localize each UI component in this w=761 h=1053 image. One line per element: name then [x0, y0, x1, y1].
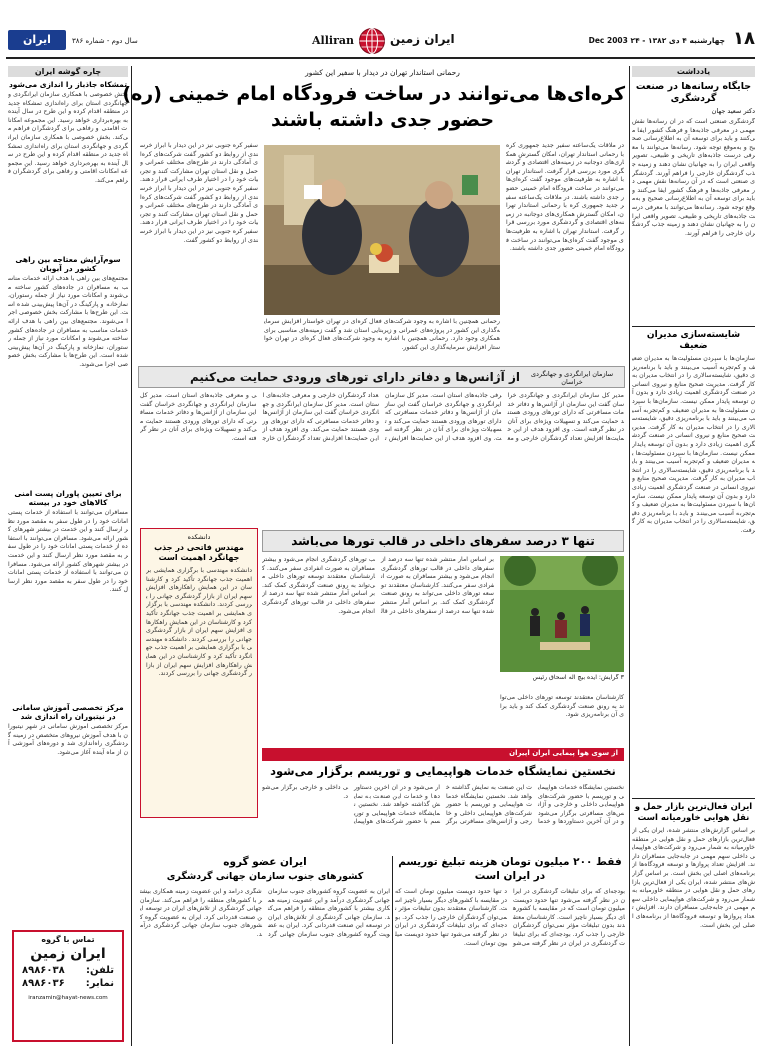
aviation-kicker: از سوی هوا پیمایی ایران اپیران: [262, 748, 624, 761]
lead-body-col1: در ملاقات یک‌ساعته سفیر جدید جمهوری کره با رحمانی استاندار تهران، امکان گسترش همکاری‌های دوجانبه در زمینه‌های اقتصادی و گردشگری مورد بررسی قرار گرفت. استاندار تهران با اشاره به ظرفیت‌های موجود گفت کره‌ای‌ها می‌توانند در ساخت فرودگاه امام خمینی حضور جدی داشته باشند. در ملاقات یک‌ساعته سفیر جدید جمهوری کره با رحمانی استاندار تهران، امکان گسترش همکاری‌های دوجانبه در زمینه‌های اقتصادی و گردشگری مورد بررسی قرار گرفت. استاندار تهران با اشاره به ظرفیت‌های موجود گفت کره‌ای‌ها می‌توانند در ساخت فرودگاه امام خمینی حضور جدی داشته باشند.: [506, 142, 624, 253]
brief-body-4: مرکز تخصصی آموزش سامانی در شهر نیتبوران با هدف آموزش نیروهای متخصص در زمینه گردشگری راه‌اندازی شد و دوره‌های آموزشی آن از ماه آینده آغاز می‌شود.: [8, 723, 128, 756]
aviation-headline: نخستین نمایشگاه خدمات هواپیمایی و توریسم برگزار می‌شود: [270, 764, 616, 778]
brief-title-4: مرکز تخصصی آموزش سامانی در نیتبوران راه اندازی شد: [12, 703, 124, 721]
brief-title-2: سوم‌آرایش معتاجه بین راهی کشور در آبوبان: [15, 255, 121, 273]
domestic-body: بر اساس آمار منتشر شده تنها سه درصد از سفرهای داخلی در قالب تورهای گردشگری انجام می‌شود و بیشتر مسافران به صورت انفرادی سفر می‌کنند. کارشناسان معتقدند توسعه تورهای داخلی می‌تواند به رونق صنعت گردشگری کمک کند. بر اساس آمار منتشر شده تنها سه درصد از سفرهای داخلی در قالب تورهای گردشگری انجام می‌شود و بیشتر مسافران به صورت انفرادی سفر می‌کنند. کارشناسان معتقدند توسعه تورهای داخلی می‌تواند به رونق صنعت گردشگری کمک کند. بر اساس آمار منتشر شده تنها سه درصد از سفرهای داخلی در قالب تورهای گردشگری انجام می‌شود.: [262, 556, 494, 615]
budget-headline-2: در ایران است: [474, 870, 546, 882]
domestic-headline-bar: [262, 530, 624, 552]
photo-caption: ۳ گرایش: ایده بیچ اله اسحاق رئیس: [532, 674, 624, 681]
masthead: [0, 0, 761, 66]
brief-title-1: تمشکاه جاذباز را اندازی می‌شود: [8, 80, 128, 89]
brief-title-3: برای تعیین پاوران پست امنی کالاهای خود در بیسته: [14, 489, 122, 507]
inset-box: [140, 528, 258, 818]
contact-name: ایران زمین: [30, 946, 106, 962]
agencies-body: مدیر کل سازمان ایرانگردی و جهانگردی خراسان گفت این سازمان از آژانس‌ها و دفاتر خدمات مسافرتی که دارای تورهای ورودی هستند حمایت می‌کند و تسهیلات ویژه‌ای برای آنان در نظر گرفته است. وی افزود هدف از این حمایت‌ها افزایش تعداد گردشگران خارجی و معرفی جاذبه‌های استان است. مدیر کل سازمان ایرانگردی و جهانگردی خراسان گفت این سازمان از آژانس‌ها و دفاتر خدمات مسافرتی که دارای تورهای ورودی هستند حمایت می‌کند و تسهیلات ویژه‌ای برای آنان در نظر گرفته است. وی افزود هدف از این حمایت‌ها افزایش تعداد گردشگران خارجی و معرفی جاذبه‌های استان است. مدیر کل سازمان ایرانگردی و جهانگردی خراسان گفت این سازمان از آژانس‌ها و دفاتر خدمات مسافرتی که دارای تورهای ورودی هستند حمایت می‌کند. وی افزود هدف از این حمایت‌ها افزایش تعداد گردشگران خارجی و معرفی جاذبه‌های استان است. مدیر کل سازمان ایرانگردی و جهانگردی خراسان گفت این سازمان از آژانس‌ها و دفاتر خدمات مسافرتی که دارای تورهای ورودی هستند حمایت می‌کند و تسهیلات ویژه‌ای برای آنان در نظر گرفته است.: [140, 392, 624, 442]
inset-kicker: دانشکده: [187, 533, 211, 541]
inset-headline: مهندس فاتحی در جذب جهانگرد اهمیت است: [154, 543, 244, 562]
tel-value: ۸۹۸۶۰۳۸: [22, 965, 65, 976]
member-headline-2: کشورهای جنوب سازمان جهانی گردشگری: [166, 871, 364, 882]
newspaper-logo: [8, 30, 66, 50]
section-title: ایران زمین: [390, 32, 455, 46]
column-author: دکتر سعید جهان: [711, 107, 755, 115]
lead-body-col3: سفیر کره جنوبی نیز در این دیدار با ابراز خرسندی از روابط دو کشور گفت شرکت‌های کره‌ای آمادگی دارند در طرح‌های مختلف عمرانی و حمل و نقل استان تهران مشارکت کنند و تجربیات خود را در اختیار طرف ایرانی قرار دهند. سفیر کره جنوبی نیز در این دیدار با ابراز خرسندی از روابط دو کشور گفت شرکت‌های کره‌ای آمادگی دارند در طرح‌های مختلف عمرانی و حمل و نقل استان تهران مشارکت کنند و تجربیات خود را در اختیار طرف ایرانی قرار دهند. سفیر کره جنوبی نیز در این دیدار با ابراز خرسندی از روابط دو کشور گفت.: [140, 142, 258, 244]
column-heading: چاره گوشه ایران: [8, 66, 128, 77]
agencies-headline: از آژانس‌ها و دفاتر دارای تورهای ورودی حمایت می‌کنیم: [189, 370, 520, 384]
column-body-2: سازمان‌ها با سپردن مسئولیت‌ها به مدیران ضعیف و کم‌تجربه آسیب می‌بینند و باید با برنامه‌ریزی دقیق، شایسته‌سالاری را در انتخاب مدیران به کار گرفت. مدیریت صحیح منابع و نیروی انسانی در صنعت گردشگری اهمیت زیادی دارد و بدون آن توسعه پایدار ممکن نیست. سازمان‌ها با سپردن مسئولیت‌ها به مدیران ضعیف و کم‌تجربه آسیب می‌بینند و باید با برنامه‌ریزی دقیق، شایسته‌سالاری را در انتخاب مدیران به کار گرفت. مدیریت صحیح منابع و نیروی انسانی در صنعت گردشگری اهمیت زیادی دارد و بدون آن توسعه پایدار ممکن نیست. سازمان‌ها با سپردن مسئولیت‌ها به مدیران ضعیف و کم‌تجربه آسیب می‌بینند و باید با برنامه‌ریزی دقیق، شایسته‌سالاری را در انتخاب مدیران به کار گرفت. مدیریت صحیح منابع و نیروی انسانی در صنعت گردشگری اهمیت زیادی دارد و بدون آن توسعه پایدار ممکن نیست. سازمان‌ها با سپردن مسئولیت‌ها به مدیران ضعیف و کم‌تجربه آسیب می‌بینند و باید با برنامه‌ریزی دقیق، شایسته‌سالاری را در انتخاب مدیران به کار گرفت.: [632, 355, 755, 534]
column-title-3: ایران فعال‌ترین بازار حمل و نقل هوایی خاورمیانه است: [634, 802, 753, 823]
aviation-body: نخستین نمایشگاه خدمات هواپیمایی و توریسم با حضور شرکت‌های هواپیمایی داخلی و خارجی و آژانس‌های مسافرتی برگزار می‌شود و در آن آخرین دستاوردها و خدمات این صنعت به نمایش گذاشته خواهد شد. نخستین نمایشگاه خدمات هواپیمایی و توریسم با حضور شرکت‌های هواپیمایی داخلی و خارجی و آژانس‌های مسافرتی برگزار می‌شود و در آن آخرین دستاوردها و خدمات این صنعت به نمایش گذاشته خواهد شد. نخستین نمایشگاه خدمات هواپیمایی و توریسم با حضور شرکت‌های هواپیمایی داخلی و خارجی برگزار می‌شود.: [262, 784, 624, 826]
logo-text: ایران: [23, 33, 51, 46]
column-body: گردشگری صنعتی است که در آن رسانه‌ها نقش مهمی در معرفی جاذبه‌ها و فرهنگ کشور ایفا می‌کنند و باید برای توسعه آن به اطلاع‌رسانی صحیح و به‌موقع توجه شود. رسانه‌ها می‌توانند با معرفی درست جاذبه‌های تاریخی و طبیعی، تصویر واقعی ایران را به جهانیان نشان دهند و زمینه جذب گردشگران خارجی را فراهم آورند. گردشگری صنعتی است که در آن رسانه‌ها نقش مهمی در معرفی جاذبه‌ها و فرهنگ کشور ایفا می‌کنند و باید برای توسعه آن به اطلاع‌رسانی صحیح و به‌موقع توجه شود. رسانه‌ها می‌توانند با معرفی درست جاذبه‌های تاریخی و طبیعی، تصویر واقعی ایران را به جهانیان نشان دهند و زمینه جذب گردشگران خارجی را فراهم آورند.: [632, 118, 755, 237]
masthead-rule: [6, 57, 755, 59]
divider: [632, 326, 755, 327]
tel-label: تلفن:: [85, 965, 114, 976]
domestic-body-2: کارشناسان معتقدند توسعه تورهای داخلی می‌تواند به رونق صنعت گردشگری کمک کند و باید برای آن برنامه‌ریزی شود.: [500, 694, 624, 719]
right-column: [632, 66, 755, 1046]
news-photo: [264, 145, 500, 315]
budget-body: بودجه‌ای که برای تبلیغات گردشگری در ایران در نظر گرفته می‌شود تنها حدود دویست میلیون تومان است که در مقایسه با کشورهای دیگر بسیار ناچیز است. کارشناسان معتقدند بدون تبلیغات مؤثر نمی‌توان گردشگران خارجی را جذب کرد. بودجه‌ای که برای تبلیغات گردشگری در ایران در نظر گرفته می‌شود تنها حدود دویست میلیون تومان است که در مقایسه با کشورهای دیگر بسیار ناچیز است. کارشناسان معتقدند بدون تبلیغات مؤثر نمی‌توان گردشگران خارجی را جذب کرد. بودجه‌ای که برای تبلیغات گردشگری در ایران در نظر گرفته می‌شود تنها حدود دویست میلیون تومان است.: [395, 888, 625, 947]
inset-body: دانشکده مهندسی با برگزاری همایشی بر اهمیت جذب جهانگرد تأکید کرد و کارشناسان در این همایش راهکارهای افزایش سهم ایران از بازار گردشگری جهانی را بررسی کردند. دانشکده مهندسی با برگزاری همایشی بر اهمیت جذب جهانگرد تأکید کرد و کارشناسان در این همایش راهکارهای افزایش سهم ایران از بازار گردشگری جهانی را بررسی کردند. دانشکده مهندسی با برگزاری همایشی بر اهمیت جذب جهانگرد تأکید کرد و کارشناسان در این همایش راهکارهای افزایش سهم ایران از بازار گردشگری جهانی را بررسی کردند.: [146, 567, 252, 678]
page-number: ۱۸: [733, 28, 755, 49]
masthead-date: چهارشنبه ۴ دی ۱۳۸۲ - ۲۴ Dec 2003: [588, 36, 725, 45]
fax-value: ۸۹۸۶۰۳۶: [22, 978, 65, 989]
brief-body-1: بخش خصوصی با همکاری سازمان ایرانگردی و جهانگردی استان برای راه‌اندازی تمشکاه جدید در منطقه اقدام کرده و این طرح در سال آینده به بهره‌برداری خواهد رسید. این مجموعه امکانات اقامتی و رفاهی برای گردشگران فراهم می‌کند. بخش خصوصی با همکاری سازمان ایرانگردی و جهانگردی استان برای راه‌اندازی تمشکاه جدید در منطقه اقدام کرده و این طرح در سال آینده به بهره‌برداری خواهد رسید. این مجموعه امکانات اقامتی و رفاهی برای گردشگران فراهم می‌کند.: [8, 91, 128, 184]
brief-body-3: مسافران می‌توانند با استفاده از خدمات پستی امانات خود را در طول سفر به مقصد مورد نظر ارسال کنند و این خدمت در بیشتر شهرهای کشور ارائه می‌شود. مسافران می‌توانند با استفاده از خدمات پستی امانات خود را در طول سفر به مقصد مورد نظر ارسال کنند و این خدمت در بیشتر شهرهای کشور ارائه می‌شود. مسافران می‌توانند با استفاده از خدمات پستی امانات خود را در طول سفر به مقصد مورد نظر ارسال کنند.: [8, 509, 128, 594]
lead-headline-2: حضور جدی داشته باشند: [270, 109, 495, 131]
brief-body-2: مجتمع‌های بین راهی با هدف ارائه خدمات مناسب به مسافران در جاده‌های کشور ساخته می‌شوند و امکانات مورد نیاز از جمله رستوران، نمازخانه و پارکینگ در آن‌ها پیش‌بینی شده است. این طرح‌ها با مشارکت بخش خصوصی اجرا می‌شوند. مجتمع‌های بین راهی با هدف ارائه خدمات مناسب به مسافران در جاده‌های کشور ساخته می‌شوند و امکانات مورد نیاز از جمله رستوران، نمازخانه و پارکینگ در آن‌ها پیش‌بینی شده است. این طرح‌ها با مشارکت بخش خصوصی اجرا می‌شوند.: [8, 275, 128, 368]
fax-label: نمابر:: [85, 978, 114, 989]
section-title-en: Alliran: [312, 34, 354, 47]
issue-number: سال دوم - شماره ۳۸۶: [72, 37, 138, 45]
park-photo: [500, 556, 624, 672]
contact-heading: تماس با گروه: [41, 935, 95, 944]
contact-box: [12, 930, 124, 1042]
column-rule: [131, 66, 132, 1046]
globe-icon: [358, 27, 386, 55]
member-body: ایران به عضویت گروه کشورهای جنوب سازمان جهانی گردشگری درآمد و این عضویت زمینه همکاری بیشتر با کشورهای منطقه را فراهم می‌کند. سازمان جهانی گردشگری از تلاش‌های ایران در توسعه این صنعت قدردانی کرد. ایران به عضویت گروه کشورهای جنوب سازمان جهانی گردشگری درآمد و این عضویت زمینه همکاری بیشتر با کشورهای منطقه را فراهم می‌کند. سازمان جهانی گردشگری از تلاش‌های ایران در توسعه این صنعت قدردانی کرد. ایران به عضویت گروه کشورهای جنوب سازمان جهانی گردشگری درآمد.: [140, 888, 390, 938]
left-column: [8, 66, 128, 1046]
column-heading: یادداشت: [632, 66, 755, 77]
member-headline: ایران عضو گروه: [223, 856, 307, 868]
lead-headline: کره‌ای‌ها می‌توانند در ساخت فرودگاه امام خمینی (ره): [122, 83, 625, 105]
column-title: جایگاه رسانه‌ها در صنعت گردشگری: [635, 81, 752, 104]
contact-email[interactable]: iranzamin@hayat-news.com: [28, 995, 108, 1001]
agencies-headline-bar: [138, 366, 625, 388]
divider: [632, 798, 755, 799]
column-rule: [629, 66, 630, 1046]
agencies-kicker: سازمان ایرانگردی و جهانگردی خراسان: [530, 370, 614, 386]
divider: [392, 856, 393, 1044]
domestic-headline: تنها ۳ درصد سفرهای داخلی در قالب تورها می‌باشد: [291, 534, 595, 548]
column-body-3: بر اساس گزارش‌های منتشر شده، ایران یکی از فعال‌ترین بازارهای حمل و نقل هوایی در منطقه خاورمیانه به شمار می‌رود و شرکت‌های هواپیمایی داخلی سهم مهمی در جابه‌جایی مسافران دارند. افزایش تعداد پروازها و توسعه فرودگاه‌ها از برنامه‌های اصلی این بخش است. بر اساس گزارش‌های منتشر شده، ایران یکی از فعال‌ترین بازارهای حمل و نقل هوایی در منطقه خاورمیانه به شمار می‌رود و شرکت‌های هواپیمایی داخلی سهم مهمی در جابه‌جایی مسافران دارند. افزایش تعداد پروازها و توسعه فرودگاه‌ها از برنامه‌های اصلی این بخش است.: [632, 827, 755, 929]
lead-body-col2: رحمانی همچنین با اشاره به وجود شرکت‌های فعال کره‌ای در تهران خواستار افزایش سرمایه‌گذاری این کشور در پروژه‌های عمرانی و زیربنایی استان شد و گفت زمینه‌های مناسبی برای همکاری وجود دارد. رحمانی همچنین با اشاره به وجود شرکت‌های فعال کره‌ای در تهران خواستار افزایش سرمایه‌گذاری این کشور.: [264, 318, 500, 351]
budget-headline: فقط ۲۰۰ میلیون تومان هزینه تبلیغ توریسم: [398, 856, 622, 868]
column-title-2: شایسته‌سازی مدیران ضعیف: [646, 330, 741, 351]
lead-kicker: رحمانی استاندار تهران در دیدار با سفیر این کشور: [305, 68, 460, 77]
